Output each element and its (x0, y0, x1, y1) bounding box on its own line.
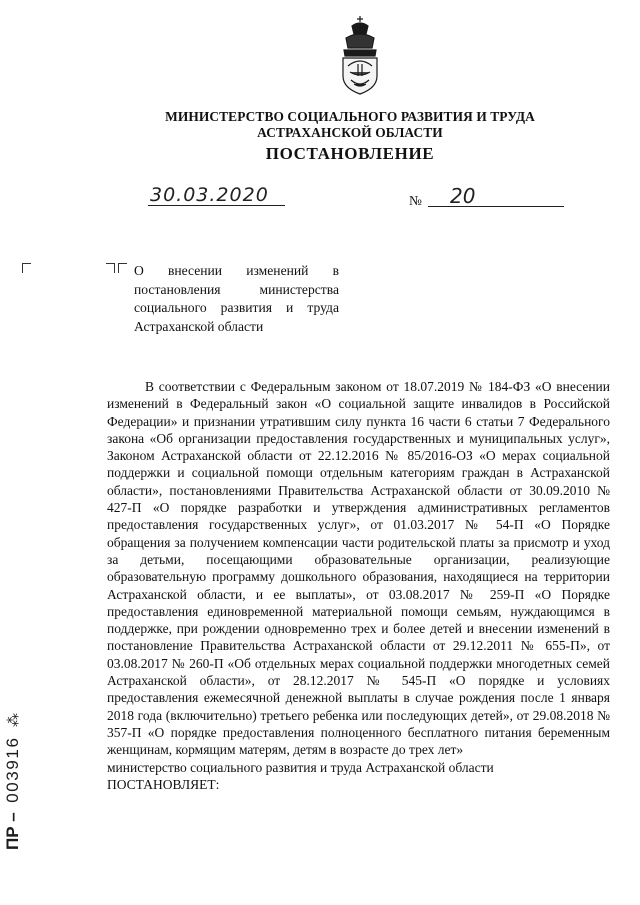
ministry-line: министерство социального развития и труда Астраханской области (107, 759, 494, 775)
subject-text: О внесении изменений в постановления министерства социального развития и труда Астраханской области (134, 263, 339, 335)
asterism-icon: ⁂ (5, 713, 21, 728)
preamble-paragraph: В соответствии с Федеральным законом от 18.07.2019 № 184-ФЗ «О внесении изменений в Федеральный закон «О социальной защите инвалидов в Российской Федерации» и признании утратившим силу пункта 16 части 6 статьи 7 Федерального закона «Об организации предоставления государственных и муниципальных услуг», Законом Астраханской области от 22.12.2016 № 85/2016-ОЗ «О мерах социальной поддержки и социальной помощи отдельным категориям граждан в Астраханской области», постановлениями Правительства Астраханской области от 30.09.2010 № 427-П «О порядке разработки и утверждения административных регламентов предоставления государственных услуг», от 01.03.2017 № 54-П «О Порядке обращения за получением компенсации части родительской платы за присмотр и уход за детьми, посещающими образовательные организации, реализующие образовательную программу дошкольного образования, находящиеся на территории Астраханской области, и ее выплаты», от 03.08.2017 № 259-П «О Порядке предоставления единовременной материальной помощи семьям, нуждающимся в поддержке, при рождении одновременно трех и более детей и внесении изменений в постановление Правительства Астраханской области от 29.12.2011 № 655-П», от 03.08.2017 № 260-П «Об отдельных мерах социальной поддержки многодетных семей Астраханской области», от 28.12.2017 № 545-П «О порядке и условиях предоставления ежемесячной денежной выплаты в случае рождения после 1 января 2018 года (включительно) третьего ребенка или последующих детей», от 29.08.2018 № 357-П «О порядке предоставления полноценного бесплатного питания беременным женщинам, кормящим матерям, детям в возрасте до трех лет» (107, 379, 610, 758)
decree-word: ПОСТАНОВЛЯЕТ: (107, 776, 220, 792)
ministry-title-line2: АСТРАХАНСКОЙ ОБЛАСТИ (257, 125, 443, 140)
document-subject (134, 262, 339, 337)
ministry-title-line1: МИНИСТЕРСТВО СОЦИАЛЬНОГО РАЗВИТИЯ И ТРУДА (165, 109, 535, 124)
serial-number: 003916 (3, 736, 22, 803)
serial-number-stamp (3, 713, 23, 850)
document-type: ПОСТАНОВЛЕНИЕ (265, 144, 435, 163)
date-underline (148, 205, 285, 206)
subject-corner-mark (106, 263, 115, 273)
astrakhan-coat-of-arms-icon (334, 14, 386, 100)
document-date: 30.03.2020 (150, 184, 269, 206)
subject-corner-mark (118, 263, 127, 273)
document-body (107, 378, 610, 793)
serial-prefix: ПР – (3, 812, 22, 850)
number-underline (428, 206, 564, 207)
subject-corner-mark (22, 263, 31, 273)
document-number: 20 (450, 184, 476, 208)
number-label: № (409, 193, 422, 208)
